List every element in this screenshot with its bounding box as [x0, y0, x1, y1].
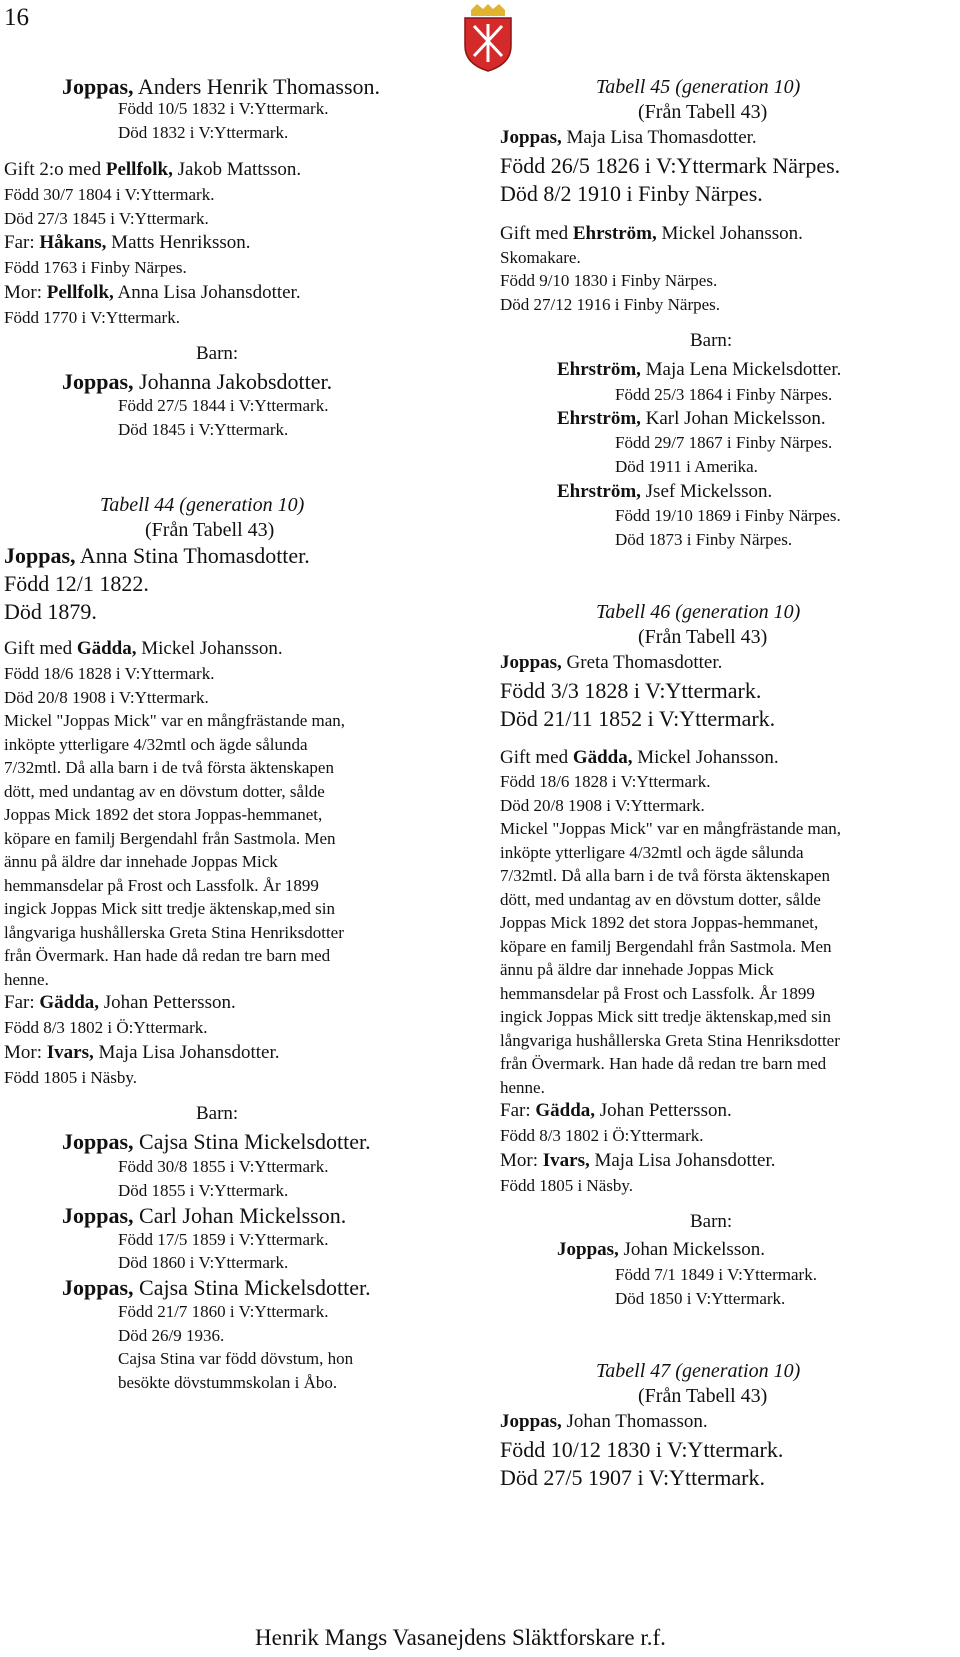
note-line: dött, med undantag av en dövstum dotter, sålde	[500, 890, 821, 909]
note-line: dött, med undantag av en dövstum dotter, sålde	[4, 782, 325, 801]
note-line: ännu på äldre dar innehade Joppas Mick	[500, 960, 774, 979]
note-line: ännu på äldre dar innehade Joppas Mick	[4, 852, 278, 871]
note-line: 7/32mtl. Då alla barn i de två första äktenskapen	[500, 866, 830, 885]
child-death-line: Död 1860 i V:Yttermark.	[118, 1253, 289, 1272]
child-birth-line: Född 21/7 1860 i V:Yttermark.	[118, 1302, 329, 1321]
child-birth-line: Född 27/5 1844 i V:Yttermark.	[118, 396, 329, 415]
birth-line: Född 10/5 1832 i V:Yttermark.	[118, 99, 329, 118]
child-death-line: Död 1855 i V:Yttermark.	[118, 1181, 289, 1200]
person-heading: Joppas, Greta Thomasdotter.	[500, 652, 723, 673]
note-line: köpare en familj Bergendahl från Sastmola. Men	[500, 937, 832, 956]
note-line: henne.	[4, 970, 49, 989]
father-line: Far: Gädda, Johan Pettersson.	[500, 1100, 732, 1121]
note-line: Mickel "Joppas Mick" var en mångfrästande man,	[500, 819, 842, 838]
note-line: Joppas Mick 1892 det stora Joppas-hemmanet,	[500, 913, 819, 932]
table-heading: Tabell 46 (generation 10)	[596, 601, 801, 623]
spouse-birth-line: Född 30/7 1804 i V:Yttermark.	[4, 185, 215, 204]
child-birth-line: Född 19/10 1869 i Finby Närpes.	[615, 506, 841, 525]
death-line: Död 21/11 1852 i V:Yttermark.	[500, 706, 776, 731]
child-heading: Joppas, Cajsa Stina Mickelsdotter.	[62, 1275, 371, 1300]
mother-line: Mor: Ivars, Maja Lisa Johansdotter.	[4, 1042, 280, 1063]
note-line: inköpte ytterligare 4/32mtl och ägde sålunda	[4, 735, 308, 754]
marriage-line: Gift 2:o med Pellfolk, Jakob Mattsson.	[4, 159, 302, 180]
child-birth-line: Född 17/5 1859 i V:Yttermark.	[118, 1230, 329, 1249]
children-label: Barn:	[196, 1103, 239, 1124]
child-heading: Joppas, Cajsa Stina Mickelsdotter.	[62, 1129, 371, 1154]
child-heading: Ehrström, Jsef Mickelsson.	[557, 481, 773, 502]
person-heading: Joppas, Johan Thomasson.	[500, 1411, 708, 1432]
birth-line: Född 26/5 1826 i V:Yttermark Närpes.	[500, 153, 841, 178]
death-line: Död 1832 i V:Yttermark.	[118, 123, 289, 142]
coat-of-arms-icon	[461, 4, 515, 72]
note-line: långvariga hushållerska Greta Stina Henriksdotter	[4, 923, 344, 942]
father-birth-line: Född 8/3 1802 i Ö:Yttermark.	[500, 1126, 704, 1145]
death-line: Död 8/2 1910 i Finby Närpes.	[500, 181, 763, 206]
note-line: Mickel "Joppas Mick" var en mångfrästande man,	[4, 711, 346, 730]
note-line: henne.	[500, 1078, 545, 1097]
children-label: Barn:	[690, 1211, 733, 1232]
table-source: (Från Tabell 43)	[638, 1385, 768, 1407]
mother-line: Mor: Pellfolk, Anna Lisa Johansdotter.	[4, 282, 301, 303]
death-line: Död 27/5 1907 i V:Yttermark.	[500, 1465, 765, 1490]
mother-line: Mor: Ivars, Maja Lisa Johansdotter.	[500, 1150, 776, 1171]
child-death-line: Död 1911 i Amerika.	[615, 457, 758, 476]
child-birth-line: Född 25/3 1864 i Finby Närpes.	[615, 385, 833, 404]
table-source: (Från Tabell 43)	[638, 101, 768, 123]
page-footer: Henrik Mangs Vasanejdens Släktforskare r.f.	[255, 1625, 666, 1650]
note-line: från Övermark. Han hade då redan tre barn med	[4, 946, 331, 965]
spouse-birth-line: Född 9/10 1830 i Finby Närpes.	[500, 271, 718, 290]
spouse-death-line: Död 20/8 1908 i V:Yttermark.	[500, 796, 705, 815]
child-death-line: Död 26/9 1936.	[118, 1326, 225, 1345]
father-line: Far: Håkans, Matts Henriksson.	[4, 232, 251, 253]
spouse-death-line: Död 27/3 1845 i V:Yttermark.	[4, 209, 209, 228]
note-line: hemmansdelar på Frost och Lassfolk. År 1899	[4, 876, 319, 895]
child-heading: Joppas, Johanna Jakobsdotter.	[62, 369, 333, 394]
page-number: 16	[4, 4, 29, 31]
children-label: Barn:	[196, 343, 239, 364]
note-line: långvariga hushållerska Greta Stina Henriksdotter	[500, 1031, 840, 1050]
child-birth-line: Född 29/7 1867 i Finby Närpes.	[615, 433, 833, 452]
children-label: Barn:	[690, 330, 733, 351]
marriage-line: Gift med Gädda, Mickel Johansson.	[500, 747, 779, 768]
note-line: hemmansdelar på Frost och Lassfolk. År 1899	[500, 984, 815, 1003]
child-birth-line: Född 30/8 1855 i V:Yttermark.	[118, 1157, 329, 1176]
spouse-death-line: Död 27/12 1916 i Finby Närpes.	[500, 295, 721, 314]
note-line: från Övermark. Han hade då redan tre barn med	[500, 1054, 827, 1073]
spouse-birth-line: Född 18/6 1828 i V:Yttermark.	[500, 772, 711, 791]
note-line: köpare en familj Bergendahl från Sastmola. Men	[4, 829, 336, 848]
birth-line: Född 3/3 1828 i V:Yttermark.	[500, 678, 762, 703]
child-death-line: Död 1850 i V:Yttermark.	[615, 1289, 786, 1308]
child-heading: Joppas, Johan Mickelsson.	[557, 1239, 765, 1260]
child-birth-line: Född 7/1 1849 i V:Yttermark.	[615, 1265, 817, 1284]
note-line: inköpte ytterligare 4/32mtl och ägde sålunda	[500, 843, 804, 862]
father-birth-line: Född 8/3 1802 i Ö:Yttermark.	[4, 1018, 208, 1037]
note-line: ingick Joppas Mick sitt tredje äktenskap,med sin	[4, 899, 335, 918]
table-heading: Tabell 44 (generation 10)	[100, 494, 305, 516]
table-heading: Tabell 45 (generation 10)	[596, 76, 801, 98]
mother-birth-line: Född 1770 i V:Yttermark.	[4, 308, 180, 327]
father-line: Far: Gädda, Johan Pettersson.	[4, 992, 236, 1013]
note-line: 7/32mtl. Då alla barn i de två första äktenskapen	[4, 758, 334, 777]
spouse-death-line: Död 20/8 1908 i V:Yttermark.	[4, 688, 209, 707]
child-note-line: Cajsa Stina var född dövstum, hon	[118, 1349, 354, 1368]
person-heading: Joppas, Maja Lisa Thomasdotter.	[500, 127, 757, 148]
table-heading: Tabell 47 (generation 10)	[596, 1360, 801, 1382]
marriage-line: Gift med Ehrström, Mickel Johansson.	[500, 223, 803, 244]
spouse-birth-line: Född 18/6 1828 i V:Yttermark.	[4, 664, 215, 683]
person-heading: Joppas, Anders Henrik Thomasson.	[62, 74, 381, 99]
father-birth-line: Född 1763 i Finby Närpes.	[4, 258, 187, 277]
child-heading: Ehrström, Karl Johan Mickelsson.	[557, 408, 826, 429]
occupation-line: Skomakare.	[500, 248, 581, 267]
child-note-line: besökte dövstummskolan i Åbo.	[118, 1373, 338, 1392]
child-heading: Ehrström, Maja Lena Mickelsdotter.	[557, 359, 842, 380]
child-death-line: Död 1873 i Finby Närpes.	[615, 530, 793, 549]
mother-birth-line: Född 1805 i Näsby.	[500, 1176, 634, 1195]
table-source: (Från Tabell 43)	[638, 626, 768, 648]
birth-line: Född 12/1 1822.	[4, 571, 149, 596]
marriage-line: Gift med Gädda, Mickel Johansson.	[4, 638, 283, 659]
birth-line: Född 10/12 1830 i V:Yttermark.	[500, 1437, 784, 1462]
note-line: Joppas Mick 1892 det stora Joppas-hemmanet,	[4, 805, 323, 824]
person-heading: Joppas, Anna Stina Thomasdotter.	[4, 543, 310, 568]
table-source: (Från Tabell 43)	[145, 519, 275, 541]
child-heading: Joppas, Carl Johan Mickelsson.	[62, 1203, 347, 1228]
mother-birth-line: Född 1805 i Näsby.	[4, 1068, 138, 1087]
death-line: Död 1879.	[4, 599, 97, 624]
note-line: ingick Joppas Mick sitt tredje äktenskap,med sin	[500, 1007, 831, 1026]
child-death-line: Död 1845 i V:Yttermark.	[118, 420, 289, 439]
